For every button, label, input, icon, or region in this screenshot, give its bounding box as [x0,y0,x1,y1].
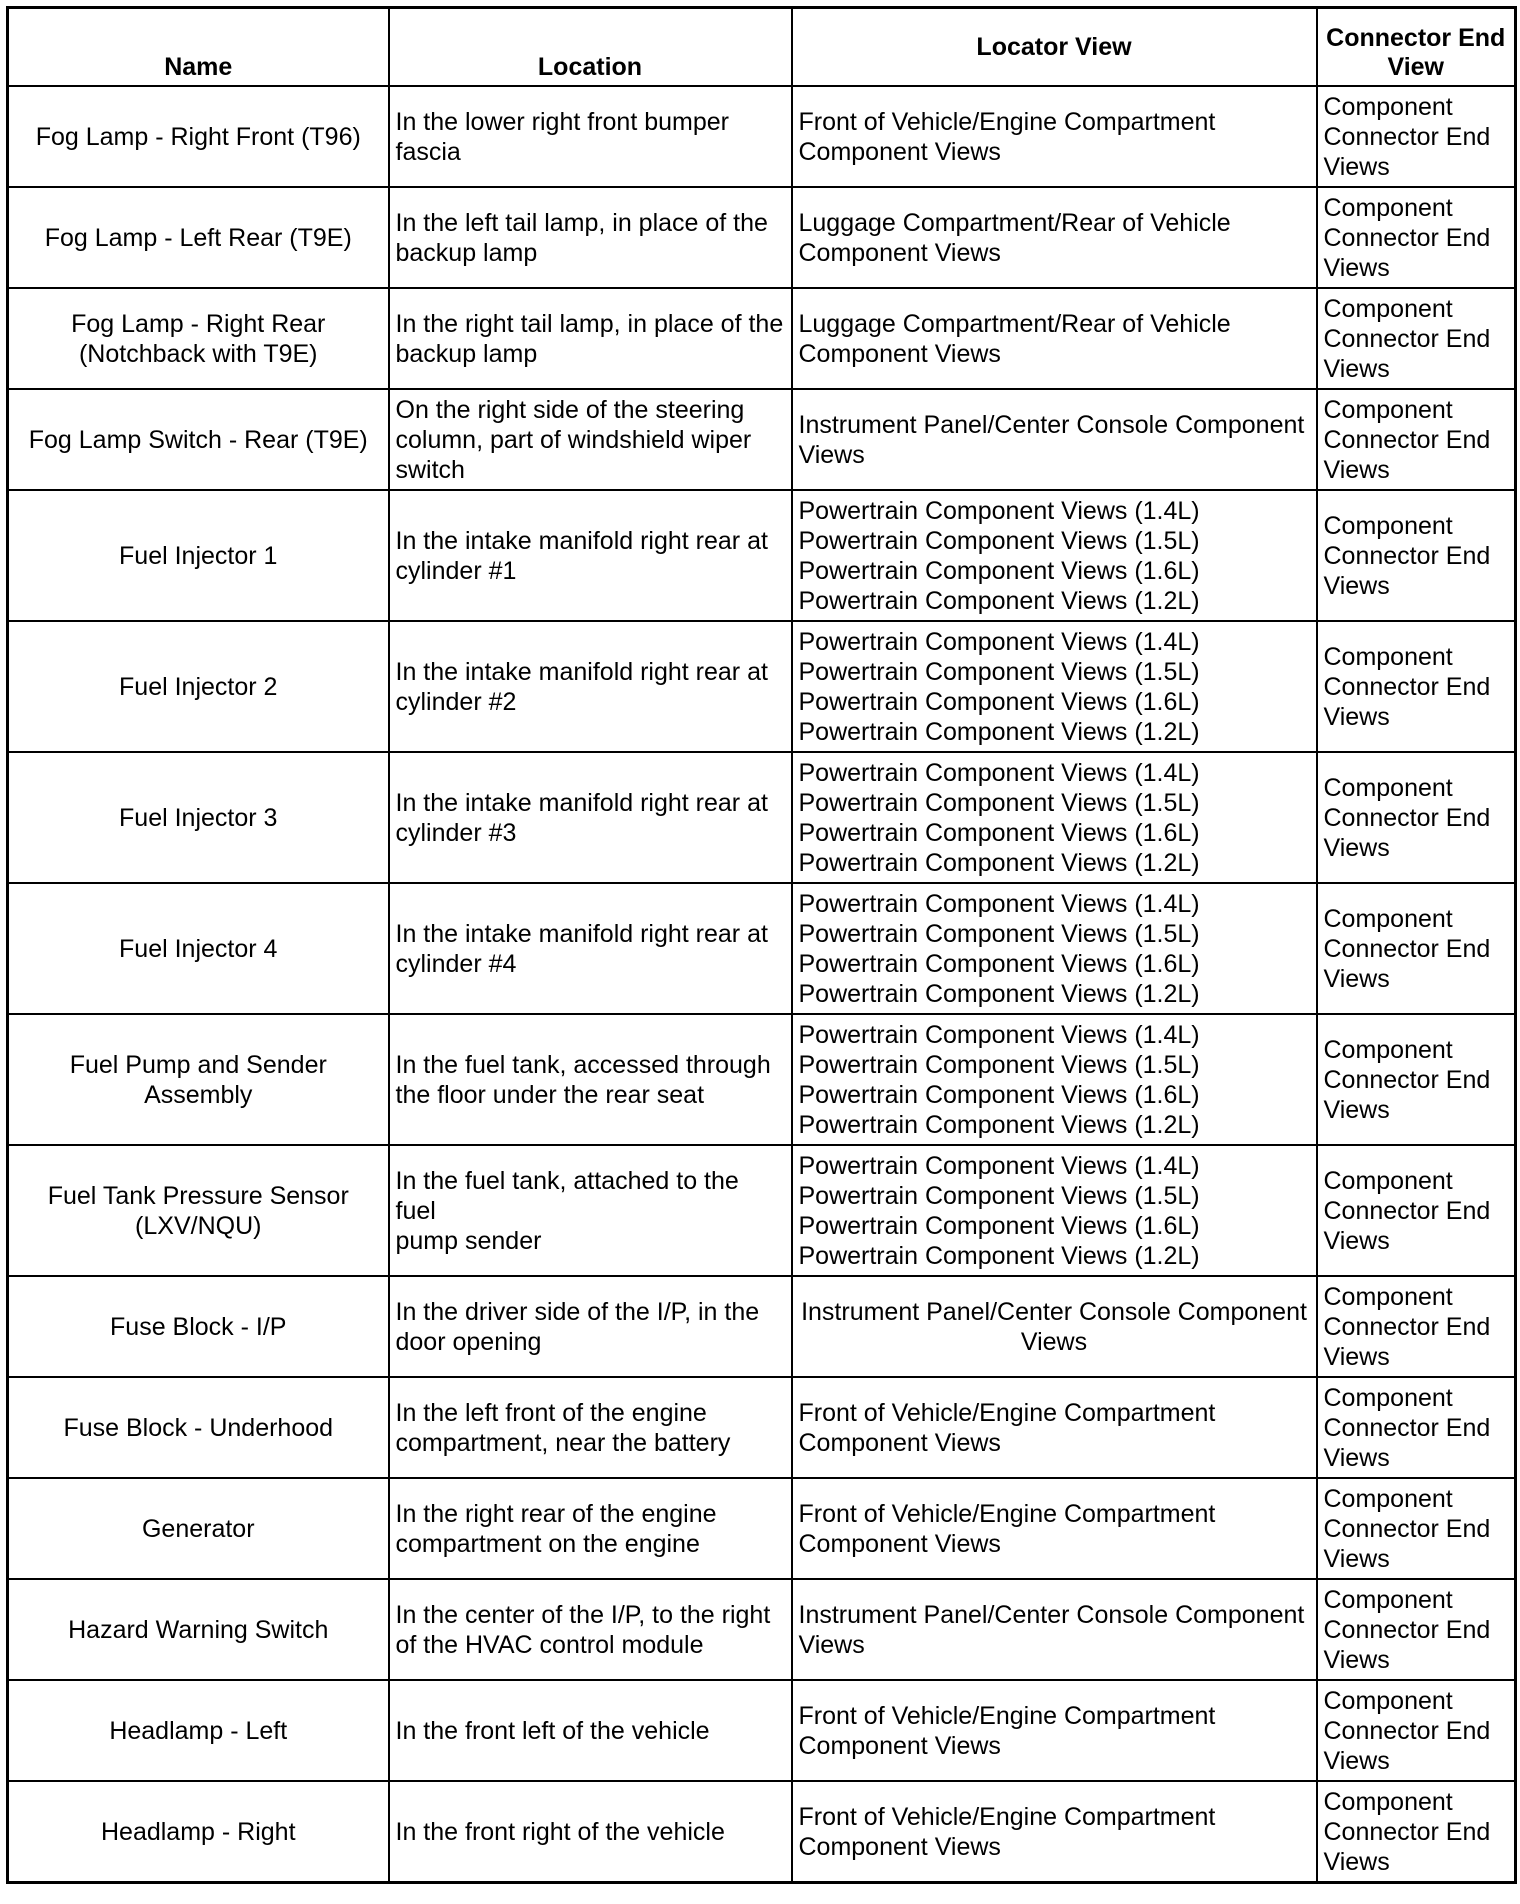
location-cell [389,1014,792,1145]
connector-end-view-cell [1317,752,1516,883]
locator-view-cell-line: Component Views [798,339,1001,368]
table-row [8,883,1516,1014]
location-cell-line: On the right side of the steering [395,395,745,424]
connector-end-view-cell-line: Component [1323,193,1453,222]
name-cell-line: Hazard Warning Switch [68,1615,329,1644]
connector-end-view-cell-line: Component [1323,511,1453,540]
connector-end-view-cell-line: Component [1323,1383,1453,1412]
locator-view-cell-line: Powertrain Component Views (1.4L) [798,1020,1200,1049]
connector-end-view-cell-line: Views [1323,1645,1390,1674]
location-cell [389,1781,792,1883]
connector-end-view-cell [1317,1377,1516,1478]
connector-end-view-cell-line: Views [1323,1746,1390,1775]
locator-view-cell [792,621,1317,752]
connector-end-view-cell-line: Connector End [1323,1817,1491,1846]
table-row [8,1276,1516,1377]
locator-view-cell-line: Powertrain Component Views (1.6L) [798,818,1200,847]
table-row [8,1377,1516,1478]
connector-end-view-cell-line: Component [1323,395,1453,424]
location-cell [389,621,792,752]
name-cell-line: Fuse Block - I/P [110,1312,287,1341]
location-cell-line: In the fuel tank, attached to the fuel [395,1166,739,1225]
connector-end-view-cell [1317,1680,1516,1781]
location-cell [389,490,792,621]
column-header-line: View [1387,53,1445,81]
connector-end-view-cell-line: Connector End [1323,1413,1491,1442]
locator-view-cell-line: Luggage Compartment/Rear of Vehicle [798,309,1231,338]
location-cell-line: In the right tail lamp, in place of the [395,309,784,338]
locator-view-cell-line: Component Views [798,1428,1001,1457]
locator-view-cell-line: Powertrain Component Views (1.5L) [798,1050,1200,1079]
table-row [8,1014,1516,1145]
connector-end-view-cell-line: Connector End [1323,1312,1491,1341]
location-cell [389,389,792,490]
locator-view-cell-line: Powertrain Component Views (1.5L) [798,788,1200,817]
column-header-location: Location [389,8,792,87]
locator-view-cell-line: Instrument Panel/Center Console Component [801,1297,1307,1326]
name-cell [8,1680,389,1781]
location-cell-line: In the driver side of the I/P, in the [395,1297,760,1326]
locator-view-cell-line: Powertrain Component Views (1.4L) [798,758,1200,787]
locator-view-cell-line: Powertrain Component Views (1.2L) [798,586,1200,615]
location-cell-line: In the left tail lamp, in place of the [395,208,768,237]
location-cell-line: In the front right of the vehicle [395,1817,725,1846]
location-cell [389,288,792,389]
connector-end-view-cell-line: Connector End [1323,1065,1491,1094]
column-header-locator-view: Locator View [792,8,1317,87]
name-cell-line: Fuel Tank Pressure Sensor [47,1181,349,1210]
table-row [8,288,1516,389]
locator-view-cell-line: Component Views [798,1832,1001,1861]
locator-view-cell-line: Powertrain Component Views (1.6L) [798,949,1200,978]
connector-end-view-cell-line: Views [1323,1443,1390,1472]
locator-view-cell [792,1014,1317,1145]
locator-view-cell-line: Powertrain Component Views (1.5L) [798,526,1200,555]
name-cell [8,187,389,288]
locator-view-cell-line: Views [798,440,865,469]
name-cell [8,621,389,752]
table-row [8,621,1516,752]
locator-view-cell [792,883,1317,1014]
component-locator-table-sheet [6,6,1514,1896]
name-cell-line: Fuse Block - Underhood [63,1413,334,1442]
name-cell [8,883,389,1014]
location-cell-line: In the lower right front bumper [395,107,729,136]
name-cell-line: Generator [141,1514,255,1543]
connector-end-view-cell-line: Component [1323,1585,1453,1614]
connector-end-view-cell [1317,86,1516,187]
name-cell-line: Fog Lamp - Left Rear (T9E) [44,223,352,252]
connector-end-view-cell-line: Component [1323,904,1453,933]
connector-end-view-cell-line: Connector End [1323,803,1491,832]
connector-end-view-cell-line: Views [1323,1342,1390,1371]
location-cell-line: In the left front of the engine [395,1398,707,1427]
connector-end-view-cell-line: Views [1323,253,1390,282]
location-cell-line: In the right rear of the engine [395,1499,717,1528]
connector-end-view-cell-line: Views [1323,833,1390,862]
location-cell-line: In the intake manifold right rear at [395,657,768,686]
location-cell [389,752,792,883]
name-cell-line: Fog Lamp Switch - Rear (T9E) [28,425,368,454]
locator-view-cell [792,288,1317,389]
location-cell-line: door opening [395,1327,542,1356]
table-row [8,1478,1516,1579]
locator-view-cell [792,1377,1317,1478]
location-cell-line: In the front left of the vehicle [395,1716,710,1745]
name-cell-line: Headlamp - Right [100,1817,296,1846]
connector-end-view-cell-line: Views [1323,455,1390,484]
location-cell-line: In the fuel tank, accessed through [395,1050,771,1079]
connector-end-view-cell [1317,1145,1516,1276]
locator-view-cell [792,490,1317,621]
connector-end-view-cell-line: Component [1323,1166,1453,1195]
connector-end-view-cell [1317,187,1516,288]
location-cell-line: the floor under the rear seat [395,1080,705,1109]
connector-end-view-cell-line: Connector End [1323,541,1491,570]
location-cell-line: In the intake manifold right rear at [395,788,768,817]
name-cell-line: (LXV/NQU) [135,1211,262,1240]
locator-view-cell-line: Powertrain Component Views (1.5L) [798,919,1200,948]
connector-end-view-cell [1317,490,1516,621]
connector-end-view-cell-line: Component [1323,1035,1453,1064]
component-locator-table [6,6,1517,1884]
connector-end-view-cell-line: Connector End [1323,1615,1491,1644]
connector-end-view-cell [1317,389,1516,490]
location-cell [389,1276,792,1377]
connector-end-view-cell-line: Component [1323,1686,1453,1715]
name-cell-line: Fuel Injector 2 [119,672,278,701]
name-cell [8,389,389,490]
connector-end-view-cell-line: Component [1323,1484,1453,1513]
column-header-connector-end-view [1317,8,1516,87]
header-row [8,8,1516,87]
location-cell [389,187,792,288]
locator-view-cell-line: Powertrain Component Views (1.4L) [798,627,1200,656]
locator-view-cell-line: Front of Vehicle/Engine Compartment [798,1398,1216,1427]
locator-view-cell [792,1680,1317,1781]
column-header-name: Name [8,8,389,87]
locator-view-cell [792,1579,1317,1680]
locator-view-cell-line: Component Views [798,1731,1001,1760]
name-cell [8,1145,389,1276]
location-cell-line: compartment on the engine [395,1529,700,1558]
connector-end-view-cell-line: Connector End [1323,122,1491,151]
locator-view-cell-line: Powertrain Component Views (1.5L) [798,1181,1200,1210]
locator-view-cell-line: Front of Vehicle/Engine Compartment [798,1499,1216,1528]
location-cell [389,1377,792,1478]
location-cell-line: In the intake manifold right rear at [395,919,768,948]
locator-view-cell-line: Views [1020,1327,1088,1356]
table-row [8,490,1516,621]
locator-view-cell [792,1276,1317,1377]
connector-end-view-cell [1317,288,1516,389]
connector-end-view-cell-line: Connector End [1323,672,1491,701]
connector-end-view-cell-line: Connector End [1323,324,1491,353]
locator-view-cell [792,187,1317,288]
name-cell-line: (Notchback with T9E) [78,339,318,368]
name-cell-line: Fuel Injector 1 [119,541,278,570]
name-cell [8,1781,389,1883]
connector-end-view-cell-line: Component [1323,642,1453,671]
connector-end-view-cell [1317,1579,1516,1680]
location-cell-line: pump sender [395,1226,542,1255]
locator-view-cell-line: Powertrain Component Views (1.6L) [798,1080,1200,1109]
column-header-line: Connector End [1326,24,1506,52]
name-cell-line: Fuel Pump and Sender [69,1050,327,1079]
locator-view-cell-line: Component Views [798,1529,1001,1558]
location-cell-line: switch [395,455,465,484]
connector-end-view-cell-line: Connector End [1323,934,1491,963]
table-row [8,1145,1516,1276]
location-cell-line: of the HVAC control module [395,1630,704,1659]
locator-view-cell-line: Front of Vehicle/Engine Compartment [798,1701,1216,1730]
locator-view-cell-line: Front of Vehicle/Engine Compartment [798,1802,1216,1831]
locator-view-cell-line: Powertrain Component Views (1.4L) [798,1151,1200,1180]
connector-end-view-cell-line: Component [1323,92,1453,121]
name-cell-line: Assembly [144,1080,253,1109]
locator-view-cell-line: Powertrain Component Views (1.2L) [798,1110,1200,1139]
locator-view-cell-line: Front of Vehicle/Engine Compartment [798,107,1216,136]
location-cell-line: backup lamp [395,238,538,267]
location-cell-line: fascia [395,137,461,166]
connector-end-view-cell-line: Views [1323,354,1390,383]
name-cell [8,1276,389,1377]
table-row [8,752,1516,883]
connector-end-view-cell [1317,1478,1516,1579]
locator-view-cell-line: Powertrain Component Views (1.2L) [798,717,1200,746]
locator-view-cell-line: Instrument Panel/Center Console Component [798,1600,1305,1629]
connector-end-view-cell-line: Component [1323,1282,1453,1311]
locator-view-cell [792,1781,1317,1883]
connector-end-view-cell-line: Views [1323,702,1390,731]
connector-end-view-cell [1317,1014,1516,1145]
connector-end-view-cell-line: Connector End [1323,223,1491,252]
locator-view-cell [792,1478,1317,1579]
locator-view-cell-line: Luggage Compartment/Rear of Vehicle [798,208,1231,237]
connector-end-view-cell-line: Views [1323,1095,1390,1124]
name-cell-line: Fuel Injector 4 [119,934,278,963]
locator-view-cell-line: Powertrain Component Views (1.2L) [798,848,1200,877]
name-cell-line: Fog Lamp - Right Front (T96) [35,122,361,151]
connector-end-view-cell-line: Views [1323,1544,1390,1573]
connector-end-view-cell-line: Views [1323,964,1390,993]
locator-view-cell [792,389,1317,490]
locator-view-cell-line: Instrument Panel/Center Console Component [798,410,1305,439]
locator-view-cell-line: Powertrain Component Views (1.6L) [798,1211,1200,1240]
location-cell [389,86,792,187]
locator-view-cell-line: Powertrain Component Views (1.6L) [798,687,1200,716]
locator-view-cell-line: Powertrain Component Views (1.2L) [798,1241,1200,1270]
location-cell-line: In the intake manifold right rear at [395,526,768,555]
locator-view-cell-line: Powertrain Component Views (1.4L) [798,496,1200,525]
connector-end-view-cell-line: Views [1323,152,1390,181]
locator-view-cell-line: Views [798,1630,865,1659]
locator-view-cell-line: Powertrain Component Views (1.6L) [798,556,1200,585]
location-cell [389,1478,792,1579]
locator-view-cell-line: Component Views [798,137,1001,166]
connector-end-view-cell-line: Views [1323,1847,1390,1876]
name-cell-line: Fog Lamp - Right Rear [71,309,326,338]
connector-end-view-cell [1317,1276,1516,1377]
table-row [8,86,1516,187]
name-cell-line: Headlamp - Left [109,1716,288,1745]
connector-end-view-cell-line: Connector End [1323,425,1491,454]
name-cell [8,1014,389,1145]
location-cell-line: column, part of windshield wiper [395,425,752,454]
location-cell-line: backup lamp [395,339,538,368]
connector-end-view-cell-line: Connector End [1323,1514,1491,1543]
locator-view-cell-line: Powertrain Component Views (1.4L) [798,889,1200,918]
connector-end-view-cell-line: Component [1323,294,1453,323]
location-cell [389,1145,792,1276]
name-cell [8,1579,389,1680]
location-cell-line: cylinder #3 [395,818,517,847]
location-cell [389,883,792,1014]
name-cell [8,86,389,187]
table-row [8,1579,1516,1680]
connector-end-view-cell-line: Component [1323,1787,1453,1816]
connector-end-view-cell [1317,1781,1516,1883]
connector-end-view-cell-line: Connector End [1323,1716,1491,1745]
table-row [8,187,1516,288]
name-cell-line: Fuel Injector 3 [119,803,278,832]
name-cell [8,1377,389,1478]
locator-view-cell-line: Powertrain Component Views (1.2L) [798,979,1200,1008]
location-cell-line: In the center of the I/P, to the right [395,1600,771,1629]
name-cell [8,752,389,883]
connector-end-view-cell-line: Views [1323,1226,1390,1255]
connector-end-view-cell-line: Views [1323,571,1390,600]
name-cell [8,288,389,389]
location-cell [389,1680,792,1781]
table-row [8,1680,1516,1781]
location-cell-line: cylinder #4 [395,949,517,978]
location-cell [389,1579,792,1680]
table-row [8,1781,1516,1883]
location-cell-line: cylinder #2 [395,687,517,716]
table-row [8,389,1516,490]
connector-end-view-cell-line: Connector End [1323,1196,1491,1225]
connector-end-view-cell [1317,883,1516,1014]
locator-view-cell-line: Powertrain Component Views (1.5L) [798,657,1200,686]
locator-view-cell [792,86,1317,187]
connector-end-view-cell-line: Component [1323,773,1453,802]
locator-view-cell [792,752,1317,883]
location-cell-line: cylinder #1 [395,556,517,585]
locator-view-cell-line: Component Views [798,238,1001,267]
connector-end-view-cell [1317,621,1516,752]
location-cell-line: compartment, near the battery [395,1428,731,1457]
name-cell [8,1478,389,1579]
name-cell [8,490,389,621]
locator-view-cell [792,1145,1317,1276]
